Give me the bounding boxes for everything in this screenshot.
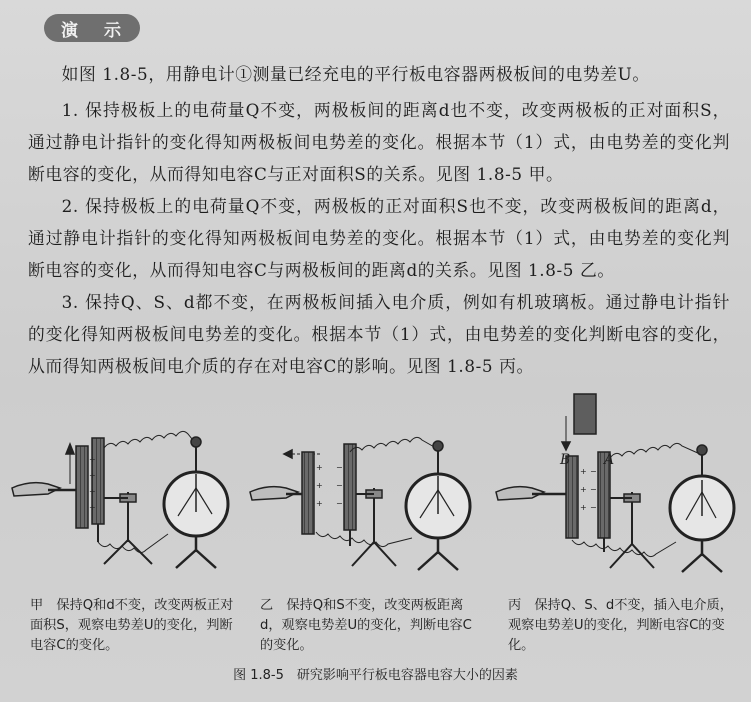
svg-text:+: + [316, 481, 323, 490]
svg-text:+: + [580, 467, 587, 476]
plate-label-a: A [604, 452, 615, 468]
svg-text:+: + [316, 499, 323, 508]
svg-text:+: + [89, 455, 96, 464]
svg-text:+: + [580, 485, 587, 494]
figure-title: 图 1.8-5 研究影响平行板电容器电容大小的因素 [233, 668, 518, 683]
caption-jia: 甲 保持Q和d不变，改变两板正对面积S，观察电势差U的变化，判断电容C的变化。 [30, 598, 234, 653]
plate-label-b: B [560, 452, 571, 468]
svg-text:−: − [590, 485, 597, 494]
intro-paragraph: 如图 1.8-5，用静电计①测量已经充电的平行板电容器两极板间的电势差U。 [61, 64, 650, 84]
apparatus-figures [0, 392, 751, 602]
step-2-paragraph: 2. 保持极板上的电荷量Q不变，两极板的正对面积S也不变，改变两极板间的距离d，通过静电计指针的变化得知两极板间电势差的变化。根据本节（1）式，由电势差的变化判断电容的变化，从而得知电容C与两极板间的距离d的关系。见图 1.8-5 乙。 [28, 196, 730, 280]
figure-yi [250, 437, 470, 570]
svg-text:+: + [89, 471, 96, 480]
caption-bing: 丙 保持Q、S、d不变，插入电介质，观察电势差U的变化，判断电容C的变化。 [508, 598, 733, 653]
caption-yi: 乙 保持Q和S不变，改变两板距离d，观察电势差U的变化，判断电容C的变化。 [260, 598, 472, 653]
step-1-paragraph: 1. 保持极板上的电荷量Q不变，两极板间的距离d也不变，改变两极板的正对面积S，通过静电计指针的变化得知两极板间电势差的变化。根据本节（1）式，由电势差的变化判断电容的变化，从而得知电容C与正对面积S的关系。见图 1.8-5 甲。 [28, 100, 730, 184]
demo-badge: 演 示 [44, 14, 140, 42]
svg-text:+: + [580, 503, 587, 512]
svg-text:+: + [89, 503, 96, 512]
svg-text:+: + [89, 487, 96, 496]
svg-text:−: − [590, 467, 597, 476]
svg-text:+: + [316, 463, 323, 472]
svg-text:−: − [336, 463, 343, 472]
step-3-paragraph: 3. 保持Q、S、d都不变，在两极板间插入电介质，例如有机玻璃板。通过静电计指针的变化得知两极板间电势差的变化。根据本节（1）式，由电势差的变化判断电容的变化，从而得知两极板间电介质的存在对电容C的影响。见图 1.8-5 丙。 [28, 292, 730, 376]
svg-text:−: − [336, 499, 343, 508]
figure-bing [496, 394, 734, 572]
svg-text:−: − [336, 481, 343, 490]
svg-text:−: − [590, 503, 597, 512]
figure-jia [12, 431, 228, 568]
